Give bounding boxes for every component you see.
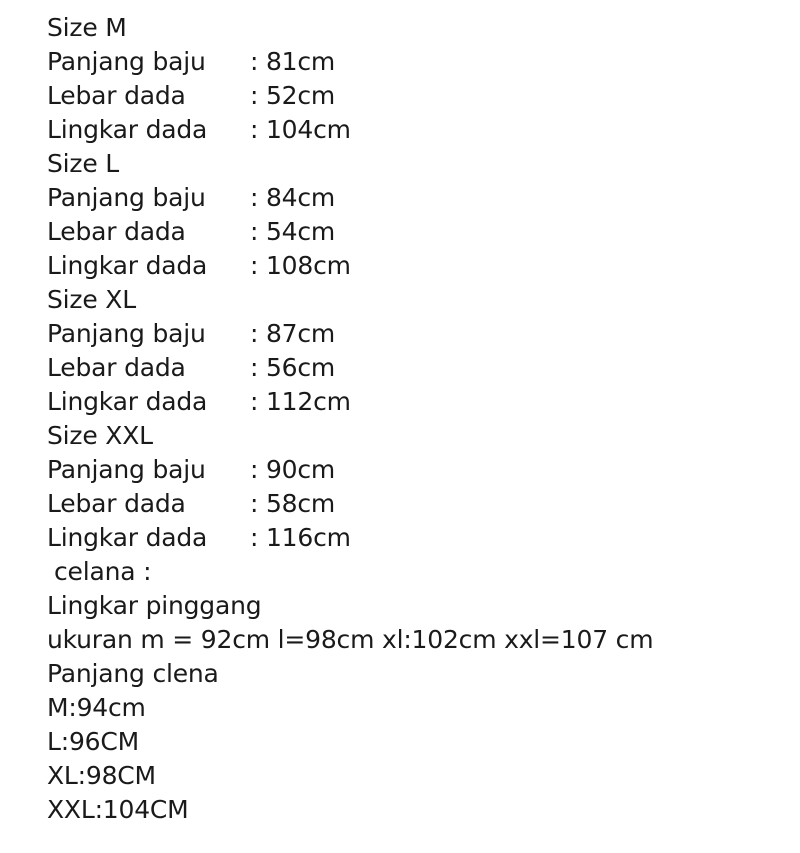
pants-length-item: M:94cm (47, 693, 146, 722)
size-block-xl (47, 283, 787, 419)
waist-values: ukuran m = 92cm l=98cm xl:102cm xxl=107 cm (47, 625, 654, 654)
measurement-row (47, 453, 787, 487)
size-title: Size XL (47, 285, 136, 314)
measurement-label: Lebar dada (47, 353, 186, 382)
measurement-label: Panjang baju (47, 47, 206, 76)
measurement-row (47, 487, 787, 521)
measurement-row (47, 351, 787, 385)
measurement-value: : 54cm (250, 217, 336, 246)
pants-length-item: L:96CM (47, 727, 139, 756)
measurement-value: : 52cm (250, 81, 336, 110)
measurement-row (47, 249, 787, 283)
pants-length-item: XXL:104CM (47, 795, 189, 824)
measurement-value: : 108cm (250, 251, 351, 280)
size-title: Size M (47, 13, 127, 42)
measurement-value: : 116cm (250, 523, 351, 552)
measurement-row (47, 317, 787, 351)
measurement-value: : 84cm (250, 183, 336, 212)
pants-block (47, 555, 787, 827)
measurement-row (47, 45, 787, 79)
measurement-row (47, 521, 787, 555)
pants-length-item: XL:98CM (47, 761, 156, 790)
measurement-row (47, 215, 787, 249)
measurement-row (47, 113, 787, 147)
measurement-label: Panjang baju (47, 183, 206, 212)
size-block-m (47, 11, 787, 147)
measurement-label: Lebar dada (47, 217, 186, 246)
measurement-row (47, 79, 787, 113)
measurement-label: Lebar dada (47, 489, 186, 518)
measurement-label: Lebar dada (47, 81, 186, 110)
size-block-l (47, 147, 787, 283)
measurement-value: : 81cm (250, 47, 336, 76)
measurement-value: : 112cm (250, 387, 351, 416)
measurement-label: Lingkar dada (47, 115, 208, 144)
measurement-label: Panjang baju (47, 455, 206, 484)
size-title: Size L (47, 149, 119, 178)
size-chart-text (47, 11, 787, 827)
measurement-value: : 104cm (250, 115, 351, 144)
pants-length-label: Panjang clena (47, 659, 219, 688)
size-block-xxl (47, 419, 787, 555)
measurement-label: Lingkar dada (47, 387, 208, 416)
measurement-value: : 87cm (250, 319, 336, 348)
measurement-label: Panjang baju (47, 319, 206, 348)
measurement-value: : 56cm (250, 353, 336, 382)
measurement-row (47, 385, 787, 419)
size-title: Size XXL (47, 421, 153, 450)
measurement-value: : 58cm (250, 489, 336, 518)
pants-heading: celana : (54, 557, 152, 586)
measurement-row (47, 181, 787, 215)
measurement-label: Lingkar dada (47, 251, 208, 280)
waist-label: Lingkar pinggang (47, 591, 262, 620)
measurement-label: Lingkar dada (47, 523, 208, 552)
measurement-value: : 90cm (250, 455, 336, 484)
